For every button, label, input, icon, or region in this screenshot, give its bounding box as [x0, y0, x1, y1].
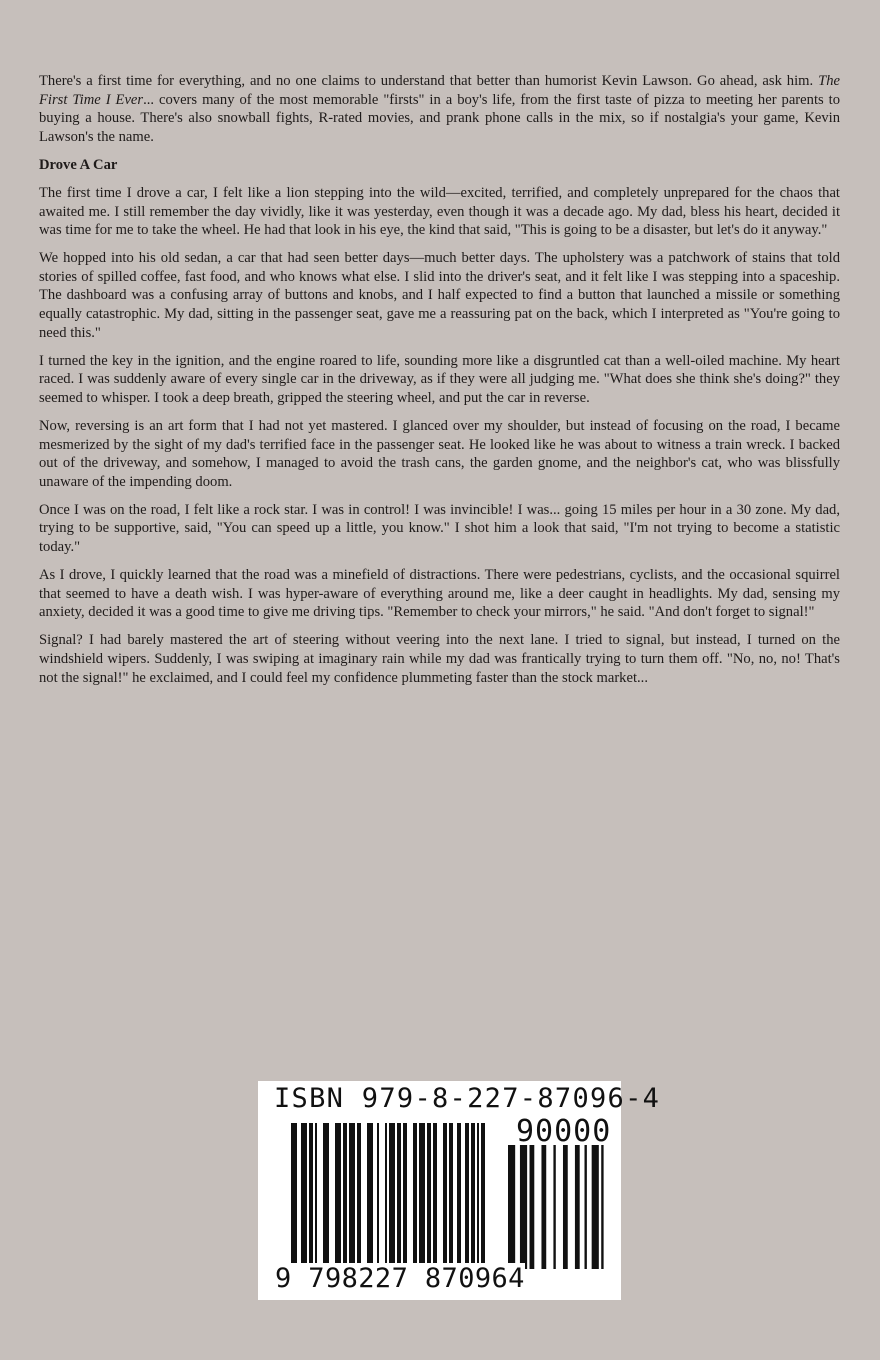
barcode-bar — [377, 1123, 379, 1267]
barcode-bar — [508, 1145, 515, 1269]
excerpt-heading: Drove A Car — [39, 156, 118, 173]
barcode-bar — [357, 1123, 361, 1267]
barcode-bar — [553, 1145, 555, 1269]
barcode-bar — [427, 1123, 431, 1267]
excerpt-paragraph: As I drove, I quickly learned that the road was a minefield of distractions. There were pedestrians, cyclists, and the occasional squirrel that seemed to have a death wish. I was hyper-aware of everything around me, like a deer caught in headlights. My dad, sensing my anxiety, decided it was a good time to give me driving tips. "Remember to check your mirrors," he said. "And don't forget to signal!" — [39, 567, 840, 621]
barcode-bar — [315, 1123, 317, 1267]
ean13-bars — [291, 1123, 485, 1286]
barcode-bar — [433, 1123, 437, 1267]
ean-digits: 9 798227 870964 — [275, 1263, 525, 1294]
barcode-bar — [335, 1123, 341, 1267]
back-cover-text — [39, 72, 840, 697]
barcode-bar — [457, 1123, 461, 1267]
barcode-bar — [592, 1145, 599, 1269]
isbn-label: ISBN 979-8-227-87096-4 — [274, 1083, 661, 1114]
excerpt-paragraph: I turned the key in the ignition, and the engine roared to life, sounding more like a disgruntled cat than a well-oiled machine. My heart raced. I was suddenly aware of every single car in the driveway, as if they were all judging me. "What does she think she's doing?" they seemed to whisper. I took a deep breath, gripped the steering wheel, and put the car in reverse. — [39, 352, 840, 406]
barcode-bar — [541, 1145, 546, 1269]
barcode-bar — [291, 1123, 297, 1286]
price-addon-code: 90000 — [516, 1114, 612, 1149]
barcode-bar — [397, 1123, 401, 1267]
barcode-bar — [477, 1123, 479, 1267]
barcode-bar — [471, 1123, 475, 1267]
excerpt-paragraph: We hopped into his old sedan, a car that had seen better days—much better days. The upholstery was a patchwork of stains that told stories of spilled coffee, fast food, and who knows what else. I slid into the driver's seat, and it felt like I was stepping into a spaceship. The dashboard was a confusing array of buttons and knobs, and I half expected to find a button that launched a missile or something equally catastrophic. My dad, sitting in the passenger seat, gave me a reassuring pat on the back, which I interpreted as "You're going to need this." — [39, 250, 840, 341]
blurb-paragraph — [39, 72, 840, 146]
barcode-bar — [343, 1123, 347, 1267]
barcode-bar — [563, 1145, 568, 1269]
addon-bars — [508, 1145, 604, 1269]
book-title: The First Time I Ever — [39, 73, 840, 108]
barcode-bar — [443, 1123, 447, 1267]
excerpt-paragraph: Now, reversing is an art form that I had not yet mastered. I glanced over my shoulder, but instead of focusing on the road, I became mesmerized by the sight of my dad's terrified face in the passenger seat. He looked like he was about to witness a train wreck. I backed out of the driveway, and somehow, I managed to avoid the trash cans, the garden gnome, and the neighbor's cat, who was blissfully unaware of the impending doom. — [39, 418, 840, 490]
barcode-bar — [584, 1145, 586, 1269]
barcode-bar — [323, 1123, 329, 1267]
barcode-bar — [309, 1123, 313, 1267]
barcode-bar — [301, 1123, 307, 1286]
barcode-bar — [403, 1123, 407, 1267]
barcode-bar — [601, 1145, 603, 1269]
barcode-bar — [520, 1145, 527, 1269]
barcode-bar — [419, 1123, 425, 1267]
barcode-bar — [367, 1123, 373, 1267]
excerpt-paragraph: Once I was on the road, I felt like a rock star. I was in control! I was invincible! I was... going 15 miles per hour in a 30 zone. My dad, trying to be supportive, said, "You can speed up a little, you know." I shot him a look that said, "I'm not trying to become a statistic today." — [39, 501, 840, 556]
barcode-bar — [481, 1123, 485, 1286]
blurb-intro: There's a first time for everything, and no one claims to understand that better than humorist Kevin Lawson. Go ahead, ask him. — [39, 73, 819, 89]
barcode-bar — [575, 1145, 580, 1269]
barcode-bar — [449, 1123, 453, 1267]
barcode-bar — [385, 1123, 387, 1267]
barcode-bar — [349, 1123, 355, 1267]
barcode-bar — [465, 1123, 469, 1267]
isbn-barcode — [258, 1081, 661, 1300]
excerpt-paragraph: Signal? I had barely mastered the art of steering without veering into the next lane. I tried to signal, but instead, I turned on the windshield wipers. Suddenly, I was swiping at imaginary rain while my dad was frantically trying to turn them off. "No, no, no! That's not the signal!" he exclaimed, and I could feel my confidence plummeting faster than the stock market... — [39, 632, 840, 686]
barcode-bar — [530, 1145, 535, 1269]
excerpt-paragraph: The first time I drove a car, I felt like a lion stepping into the wild—excited, terrified, and completely unprepared for the chaos that awaited me. I still remember the day vividly, like it was yesterday, even though it was a decade ago. My dad, bless his heart, decided it was time for me to take the wheel. He had that look in his eye, the kind that said, "This is going to be a disaster, but let's do it anyway." — [39, 184, 840, 239]
barcode-bar — [413, 1123, 417, 1267]
barcode-bar — [389, 1123, 395, 1267]
blurb-continuation: ... covers many of the most memorable "firsts" in a boy's life, from the first taste of pizza to meeting her parents to buying a house. There's also snowball fights, R-rated movies, and prank phone calls in the mix, so if nostalgia's your game, Kevin Lawson's the name. — [39, 91, 840, 145]
